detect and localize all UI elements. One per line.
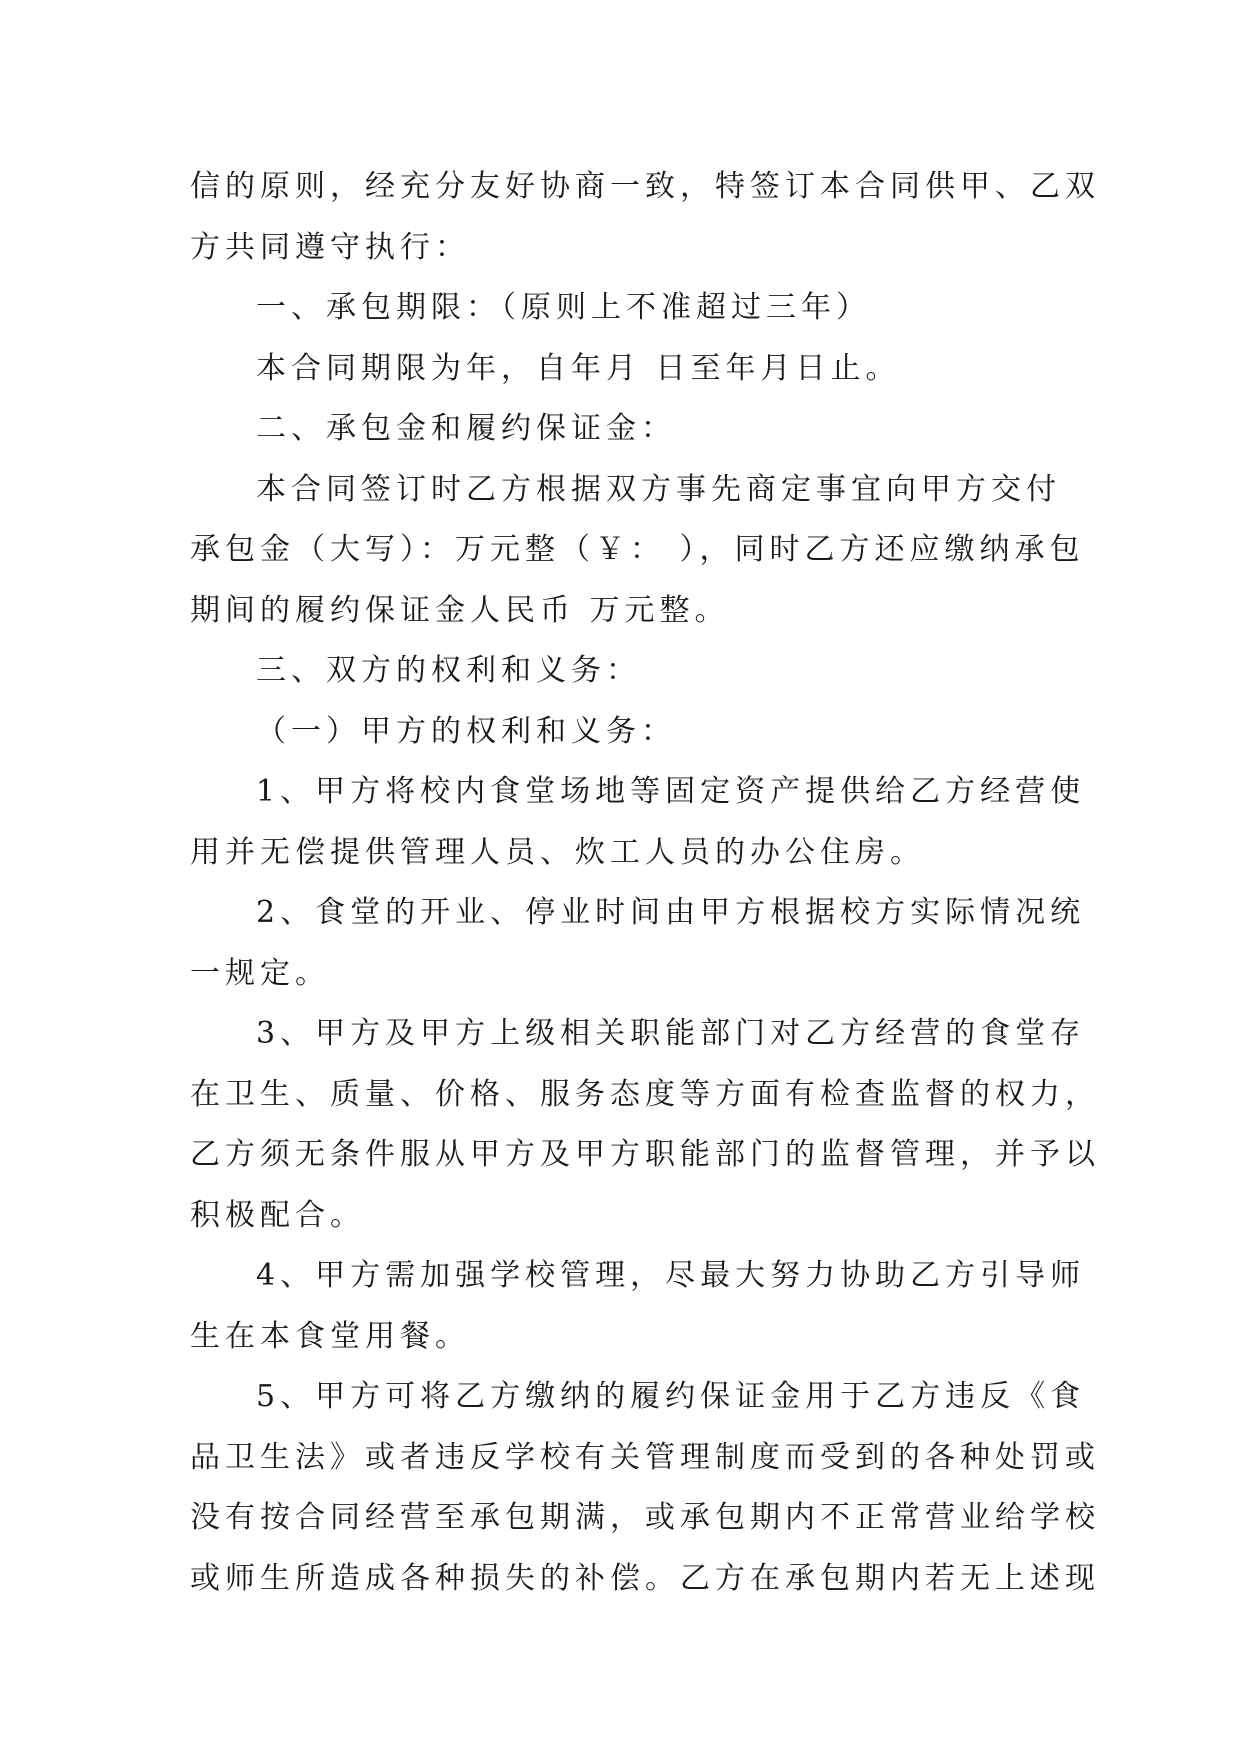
paragraph-line: 一规定。 bbox=[190, 955, 330, 991]
paragraph-line: 本合同签订时乙方根据双方事先商定事宜向甲方交付 bbox=[256, 471, 1061, 507]
paragraph-line: 一、承包期限：（原则上不准超过三年） bbox=[256, 290, 871, 325]
paragraph-line: 积极配合。 bbox=[190, 1197, 365, 1233]
paragraph-line: 在卫生、质量、价格、服务态度等方面有检查监督的权力， bbox=[190, 1076, 1100, 1112]
paragraph-line: 1、甲方将校内食堂场地等固定资产提供给乙方经营使 bbox=[256, 774, 1086, 809]
paragraph-line: 没有按合同经营至承包期满，或承包期内不正常营业给学校 bbox=[190, 1500, 1100, 1535]
paragraph-line: 2、食堂的开业、停业时间由甲方根据校方实际情况统 bbox=[256, 895, 1086, 930]
paragraph-line: 信的原则，经充分友好协商一致，特签订本合同供甲、乙双 bbox=[190, 169, 1100, 204]
paragraph-line: 承包金（大写）：万元整（￥： ），同时乙方还应缴纳承包 bbox=[190, 532, 1085, 567]
paragraph-line: 三、双方的权利和义务： bbox=[256, 653, 641, 688]
paragraph-line: 乙方须无条件服从甲方及甲方职能部门的监督管理，并予以 bbox=[190, 1137, 1100, 1172]
paragraph-line: 生在本食堂用餐。 bbox=[190, 1318, 470, 1354]
paragraph-line: 本合同期限为年，自年月 日至年月日止。 bbox=[256, 350, 901, 386]
contract-body-text bbox=[190, 157, 1100, 1609]
paragraph-line: 4、甲方需加强学校管理，尽最大努力协助乙方引导师 bbox=[256, 1258, 1086, 1293]
paragraph-line: 品卫生法》或者违反学校有关管理制度而受到的各种处罚或 bbox=[190, 1439, 1100, 1475]
paragraph-line: 方共同遵守执行： bbox=[190, 229, 470, 265]
paragraph-line: 3、甲方及甲方上级相关职能部门对乙方经营的食堂存 bbox=[256, 1016, 1086, 1051]
paragraph-line: 二、承包金和履约保证金： bbox=[256, 411, 676, 446]
paragraph-line: （一）甲方的权利和义务： bbox=[256, 713, 676, 749]
paragraph-line: 期间的履约保证金人民币 万元整。 bbox=[190, 592, 730, 628]
paragraph-line: 5、甲方可将乙方缴纳的履约保证金用于乙方违反《食 bbox=[256, 1379, 1086, 1414]
paragraph-line: 或师生所造成各种损失的补偿。乙方在承包期内若无上述现 bbox=[190, 1560, 1100, 1596]
paragraph-line: 用并无偿提供管理人员、炊工人员的办公住房。 bbox=[190, 834, 925, 870]
